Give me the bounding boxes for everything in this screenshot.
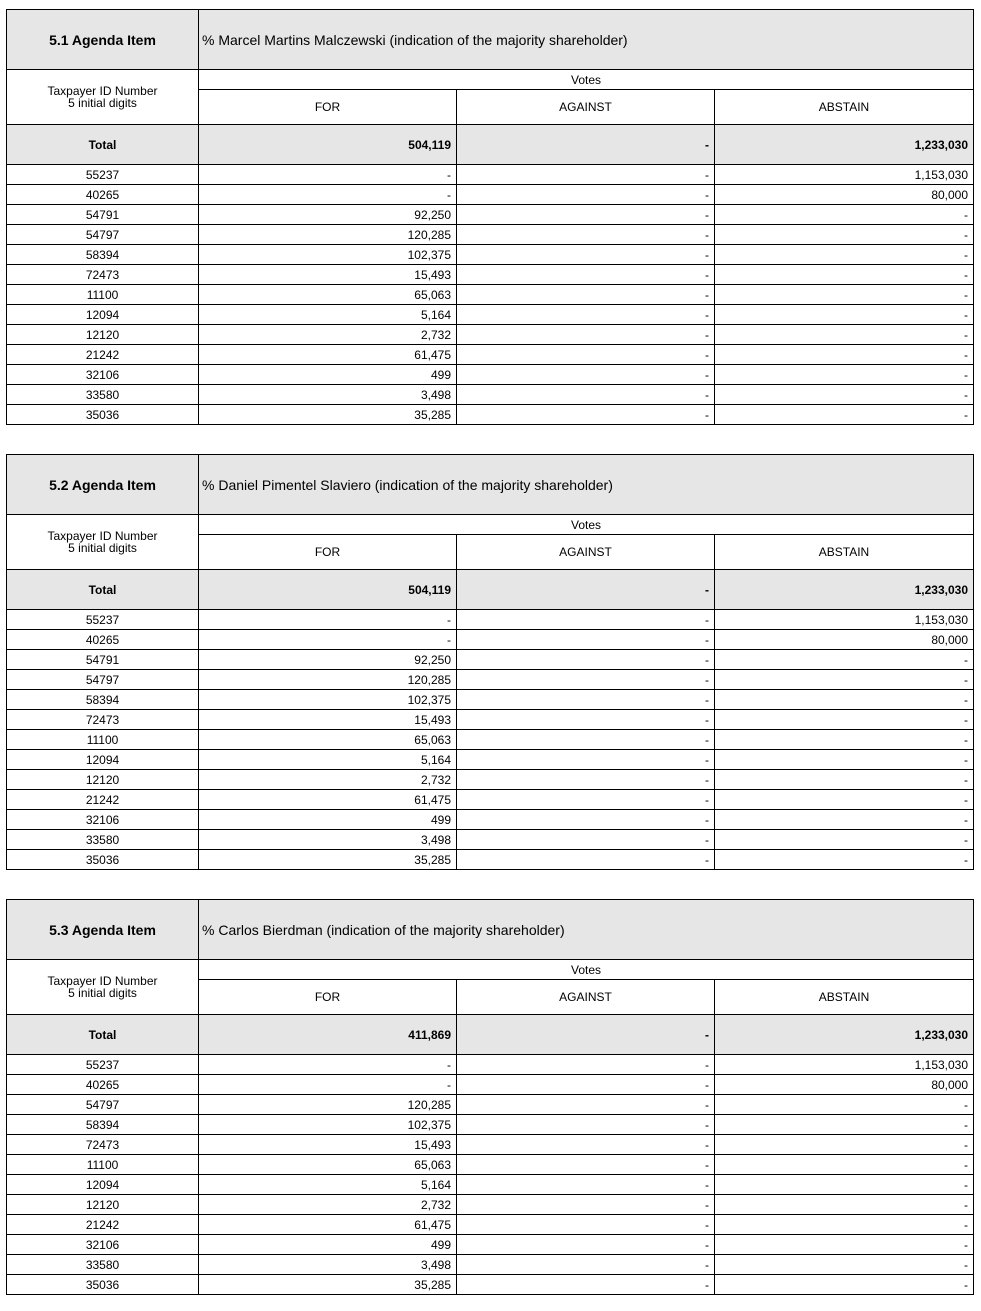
against-votes: - <box>457 830 715 850</box>
nominee-title: % Marcel Martins Malczewski (indication of the majority shareholder) <box>199 10 974 70</box>
abstain-header: ABSTAIN <box>715 980 974 1015</box>
for-votes: 35,285 <box>199 1275 457 1295</box>
abstain-votes: - <box>715 850 974 870</box>
against-votes: - <box>457 1235 715 1255</box>
table-row <box>7 1195 974 1215</box>
for-votes: 61,475 <box>199 790 457 810</box>
taxpayer-id: 58394 <box>7 245 199 265</box>
taxpayer-id: 54791 <box>7 650 199 670</box>
nominee-title: % Carlos Bierdman (indication of the majority shareholder) <box>199 900 974 960</box>
total-row <box>7 125 974 165</box>
for-votes: 35,285 <box>199 850 457 870</box>
table-row <box>7 205 974 225</box>
table-row <box>7 1135 974 1155</box>
for-votes: 3,498 <box>199 830 457 850</box>
for-votes: 120,285 <box>199 225 457 245</box>
total-against: - <box>457 1015 715 1055</box>
abstain-votes: 1,153,030 <box>715 165 974 185</box>
abstain-votes: - <box>715 1175 974 1195</box>
for-votes: 35,285 <box>199 405 457 425</box>
table-row <box>7 1215 974 1235</box>
against-votes: - <box>457 630 715 650</box>
table-row <box>7 405 974 425</box>
table-row <box>7 365 974 385</box>
table-row <box>7 770 974 790</box>
total-row <box>7 570 974 610</box>
against-votes: - <box>457 1155 715 1175</box>
against-votes: - <box>457 710 715 730</box>
for-votes: 2,732 <box>199 1195 457 1215</box>
table-row <box>7 305 974 325</box>
agenda-section <box>6 899 973 1295</box>
against-votes: - <box>457 405 715 425</box>
abstain-votes: - <box>715 730 974 750</box>
taxpayer-id: 54791 <box>7 205 199 225</box>
taxpayer-id-header <box>7 515 199 570</box>
agenda-item-label: 5.3 Agenda Item <box>7 900 199 960</box>
for-votes: 120,285 <box>199 670 457 690</box>
for-votes: - <box>199 610 457 630</box>
against-votes: - <box>457 670 715 690</box>
for-votes: 65,063 <box>199 1155 457 1175</box>
total-row <box>7 1015 974 1055</box>
abstain-votes: - <box>715 710 974 730</box>
against-votes: - <box>457 610 715 630</box>
agenda-section <box>6 9 973 425</box>
taxpayer-id: 32106 <box>7 1235 199 1255</box>
taxpayer-id: 32106 <box>7 365 199 385</box>
for-votes: 15,493 <box>199 1135 457 1155</box>
abstain-votes: - <box>715 225 974 245</box>
table-row <box>7 225 974 245</box>
against-votes: - <box>457 750 715 770</box>
abstain-votes: - <box>715 670 974 690</box>
table-row <box>7 285 974 305</box>
against-header: AGAINST <box>457 980 715 1015</box>
abstain-votes: - <box>715 265 974 285</box>
table-row <box>7 710 974 730</box>
taxpayer-id: 11100 <box>7 1155 199 1175</box>
abstain-header: ABSTAIN <box>715 535 974 570</box>
total-against: - <box>457 125 715 165</box>
table-row <box>7 1175 974 1195</box>
against-header: AGAINST <box>457 90 715 125</box>
taxpayer-id: 55237 <box>7 165 199 185</box>
table-row <box>7 670 974 690</box>
table-row <box>7 1255 974 1275</box>
taxpayer-id: 54797 <box>7 670 199 690</box>
taxpayer-id: 58394 <box>7 690 199 710</box>
abstain-votes: - <box>715 770 974 790</box>
for-votes: 102,375 <box>199 1115 457 1135</box>
abstain-votes: - <box>715 1115 974 1135</box>
abstain-votes: - <box>715 1195 974 1215</box>
for-header: FOR <box>199 535 457 570</box>
abstain-header: ABSTAIN <box>715 90 974 125</box>
against-votes: - <box>457 285 715 305</box>
agenda-section <box>6 454 973 870</box>
against-votes: - <box>457 365 715 385</box>
abstain-votes: - <box>715 345 974 365</box>
total-for: 411,869 <box>199 1015 457 1055</box>
taxpayer-id: 33580 <box>7 830 199 850</box>
table-row <box>7 810 974 830</box>
abstain-votes: 1,153,030 <box>715 610 974 630</box>
total-abstain: 1,233,030 <box>715 125 974 165</box>
taxpayer-id: 40265 <box>7 1075 199 1095</box>
against-votes: - <box>457 305 715 325</box>
abstain-votes: - <box>715 830 974 850</box>
abstain-votes: - <box>715 1235 974 1255</box>
taxpayer-id: 54797 <box>7 225 199 245</box>
for-votes: 3,498 <box>199 1255 457 1275</box>
table-row <box>7 1075 974 1095</box>
against-votes: - <box>457 1115 715 1135</box>
against-votes: - <box>457 325 715 345</box>
vote-table <box>6 454 974 870</box>
total-label: Total <box>7 570 199 610</box>
against-votes: - <box>457 345 715 365</box>
for-votes: 499 <box>199 365 457 385</box>
for-votes: - <box>199 165 457 185</box>
taxpayer-id: 32106 <box>7 810 199 830</box>
against-votes: - <box>457 690 715 710</box>
total-for: 504,119 <box>199 570 457 610</box>
table-row <box>7 630 974 650</box>
for-votes: 61,475 <box>199 1215 457 1235</box>
table-row <box>7 1235 974 1255</box>
taxpayer-id: 54797 <box>7 1095 199 1115</box>
table-row <box>7 245 974 265</box>
taxpayer-id-header <box>7 960 199 1015</box>
taxpayer-id: 11100 <box>7 730 199 750</box>
abstain-votes: - <box>715 810 974 830</box>
taxpayer-id: 72473 <box>7 710 199 730</box>
table-row <box>7 750 974 770</box>
abstain-votes: 80,000 <box>715 630 974 650</box>
against-votes: - <box>457 1055 715 1075</box>
abstain-votes: - <box>715 385 974 405</box>
taxpayer-id: 33580 <box>7 385 199 405</box>
abstain-votes: - <box>715 1095 974 1115</box>
for-header: FOR <box>199 90 457 125</box>
taxpayer-id: 72473 <box>7 1135 199 1155</box>
table-row <box>7 650 974 670</box>
table-row <box>7 185 974 205</box>
for-votes: 3,498 <box>199 385 457 405</box>
for-votes: 15,493 <box>199 265 457 285</box>
for-votes: 5,164 <box>199 1175 457 1195</box>
for-votes: 120,285 <box>199 1095 457 1115</box>
agenda-item-label: 5.2 Agenda Item <box>7 455 199 515</box>
for-votes: 2,732 <box>199 770 457 790</box>
table-row <box>7 345 974 365</box>
for-votes: - <box>199 185 457 205</box>
for-votes: - <box>199 1075 457 1095</box>
against-votes: - <box>457 1095 715 1115</box>
vote-table <box>6 9 974 425</box>
abstain-votes: - <box>715 690 974 710</box>
against-votes: - <box>457 1195 715 1215</box>
for-votes: 2,732 <box>199 325 457 345</box>
against-votes: - <box>457 850 715 870</box>
for-votes: 65,063 <box>199 285 457 305</box>
taxpayer-id: 35036 <box>7 405 199 425</box>
for-header: FOR <box>199 980 457 1015</box>
table-row <box>7 165 974 185</box>
abstain-votes: - <box>715 245 974 265</box>
table-row <box>7 790 974 810</box>
against-votes: - <box>457 650 715 670</box>
against-votes: - <box>457 245 715 265</box>
for-votes: - <box>199 630 457 650</box>
table-row <box>7 610 974 630</box>
total-abstain: 1,233,030 <box>715 570 974 610</box>
taxpayer-id: 12094 <box>7 305 199 325</box>
against-votes: - <box>457 1075 715 1095</box>
for-votes: 499 <box>199 1235 457 1255</box>
against-votes: - <box>457 1135 715 1155</box>
taxpayer-id-sublabel: 5 initial digits <box>68 986 137 1000</box>
against-votes: - <box>457 1275 715 1295</box>
for-votes: 5,164 <box>199 750 457 770</box>
taxpayer-id: 55237 <box>7 1055 199 1075</box>
against-votes: - <box>457 770 715 790</box>
table-row <box>7 1155 974 1175</box>
abstain-votes: - <box>715 1255 974 1275</box>
abstain-votes: - <box>715 405 974 425</box>
abstain-votes: 80,000 <box>715 185 974 205</box>
agenda-item-label: 5.1 Agenda Item <box>7 10 199 70</box>
taxpayer-id: 40265 <box>7 630 199 650</box>
for-votes: 92,250 <box>199 650 457 670</box>
against-votes: - <box>457 1215 715 1235</box>
nominee-title: % Daniel Pimentel Slaviero (indication of the majority shareholder) <box>199 455 974 515</box>
table-row <box>7 1275 974 1295</box>
taxpayer-id: 12094 <box>7 1175 199 1195</box>
table-row <box>7 850 974 870</box>
votes-header: Votes <box>199 515 974 535</box>
for-votes: 61,475 <box>199 345 457 365</box>
table-row <box>7 1095 974 1115</box>
taxpayer-id: 33580 <box>7 1255 199 1275</box>
against-votes: - <box>457 265 715 285</box>
against-votes: - <box>457 385 715 405</box>
taxpayer-id: 12094 <box>7 750 199 770</box>
against-votes: - <box>457 225 715 245</box>
votes-header: Votes <box>199 960 974 980</box>
taxpayer-id: 40265 <box>7 185 199 205</box>
total-abstain: 1,233,030 <box>715 1015 974 1055</box>
taxpayer-id-sublabel: 5 initial digits <box>68 541 137 555</box>
for-votes: 102,375 <box>199 245 457 265</box>
against-votes: - <box>457 165 715 185</box>
table-row <box>7 690 974 710</box>
taxpayer-id: 12120 <box>7 325 199 345</box>
taxpayer-id: 11100 <box>7 285 199 305</box>
table-row <box>7 325 974 345</box>
abstain-votes: - <box>715 285 974 305</box>
abstain-votes: - <box>715 1155 974 1175</box>
votes-header: Votes <box>199 70 974 90</box>
total-label: Total <box>7 1015 199 1055</box>
abstain-votes: - <box>715 305 974 325</box>
table-row <box>7 385 974 405</box>
taxpayer-id-header <box>7 70 199 125</box>
abstain-votes: - <box>715 1135 974 1155</box>
abstain-votes: - <box>715 750 974 770</box>
abstain-votes: - <box>715 790 974 810</box>
for-votes: 15,493 <box>199 710 457 730</box>
against-votes: - <box>457 1255 715 1275</box>
taxpayer-id: 12120 <box>7 1195 199 1215</box>
for-votes: 5,164 <box>199 305 457 325</box>
taxpayer-id-label: Taxpayer ID Number <box>47 974 158 988</box>
taxpayer-id: 35036 <box>7 1275 199 1295</box>
against-votes: - <box>457 730 715 750</box>
abstain-votes: 80,000 <box>715 1075 974 1095</box>
taxpayer-id: 35036 <box>7 850 199 870</box>
taxpayer-id: 12120 <box>7 770 199 790</box>
against-votes: - <box>457 790 715 810</box>
for-votes: - <box>199 1055 457 1075</box>
table-row <box>7 265 974 285</box>
against-header: AGAINST <box>457 535 715 570</box>
for-votes: 92,250 <box>199 205 457 225</box>
vote-table <box>6 899 974 1295</box>
taxpayer-id-label: Taxpayer ID Number <box>47 84 158 98</box>
abstain-votes: - <box>715 650 974 670</box>
for-votes: 65,063 <box>199 730 457 750</box>
total-against: - <box>457 570 715 610</box>
taxpayer-id-label: Taxpayer ID Number <box>47 529 158 543</box>
against-votes: - <box>457 205 715 225</box>
taxpayer-id: 58394 <box>7 1115 199 1135</box>
taxpayer-id: 21242 <box>7 345 199 365</box>
taxpayer-id: 55237 <box>7 610 199 630</box>
abstain-votes: 1,153,030 <box>715 1055 974 1075</box>
table-row <box>7 830 974 850</box>
table-row <box>7 1115 974 1135</box>
abstain-votes: - <box>715 1275 974 1295</box>
abstain-votes: - <box>715 325 974 345</box>
total-for: 504,119 <box>199 125 457 165</box>
against-votes: - <box>457 810 715 830</box>
table-row <box>7 1055 974 1075</box>
against-votes: - <box>457 1175 715 1195</box>
taxpayer-id-sublabel: 5 initial digits <box>68 96 137 110</box>
abstain-votes: - <box>715 365 974 385</box>
taxpayer-id: 21242 <box>7 1215 199 1235</box>
for-votes: 499 <box>199 810 457 830</box>
taxpayer-id: 21242 <box>7 790 199 810</box>
total-label: Total <box>7 125 199 165</box>
abstain-votes: - <box>715 1215 974 1235</box>
abstain-votes: - <box>715 205 974 225</box>
table-row <box>7 730 974 750</box>
for-votes: 102,375 <box>199 690 457 710</box>
taxpayer-id: 72473 <box>7 265 199 285</box>
against-votes: - <box>457 185 715 205</box>
